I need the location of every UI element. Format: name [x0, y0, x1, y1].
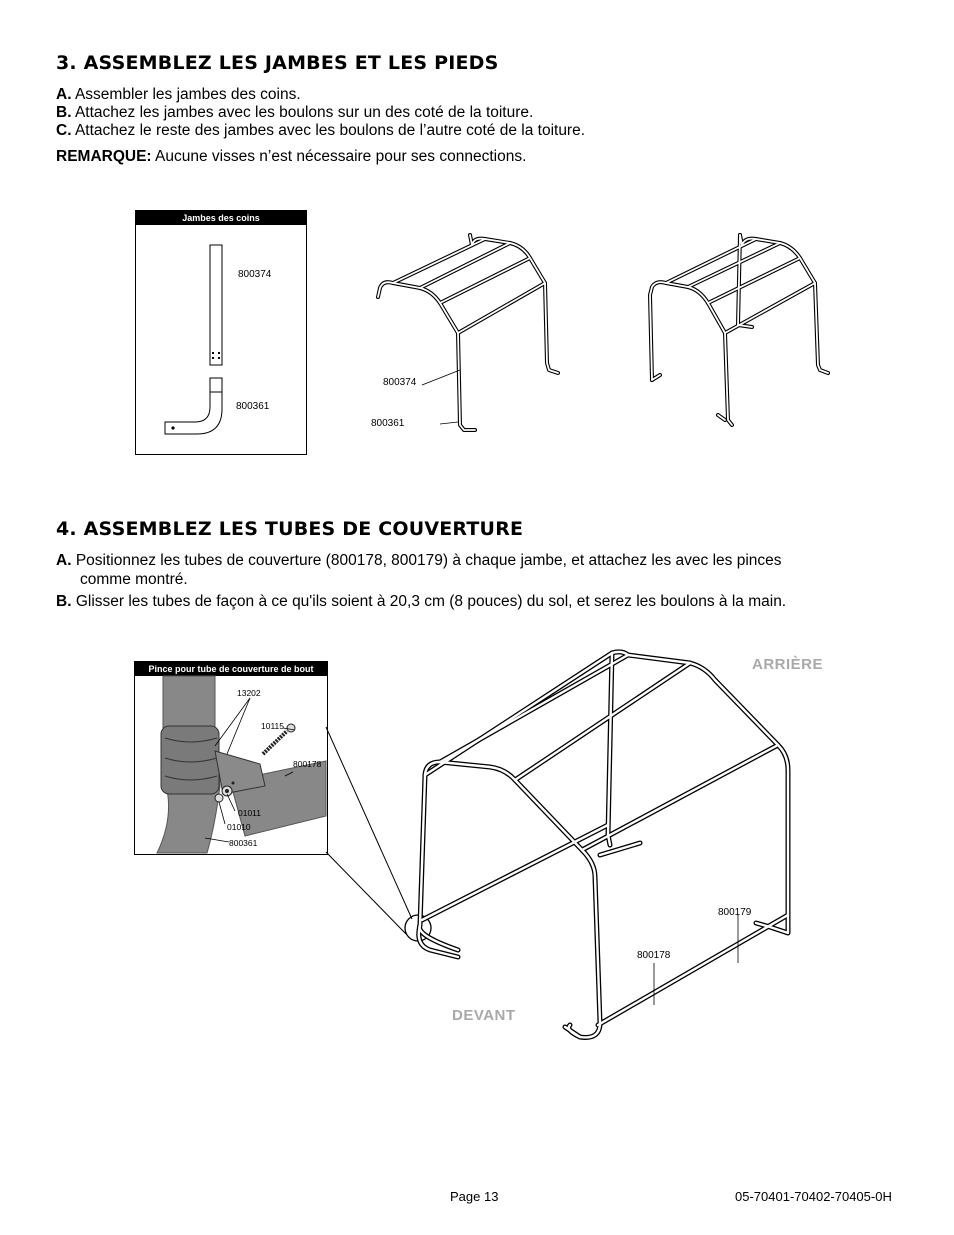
rear-tag: ARRIÈRE — [752, 656, 824, 673]
detail-label-01011: 01011 — [238, 808, 262, 818]
part-label-800374: 800374 — [238, 269, 272, 280]
detail-box-title: Pince pour tube de couverture de bout — [135, 662, 327, 676]
page-number: Page 13 — [450, 1189, 499, 1204]
front-tag: DEVANT — [452, 1007, 516, 1024]
step-4b: B. Glisser les tubes de façon à ce qu'ils soient à 20,3 cm (8 pouces) du sol, et serez les boulons à la main. — [56, 593, 787, 610]
detail-label-01010: 01010 — [227, 822, 251, 832]
step-4a: A. Positionnez les tubes de couverture (800178, 800179) à chaque jambe, et attachez les avec les pinces — [56, 552, 782, 569]
detail-label-13202: 13202 — [237, 688, 261, 698]
document-number: 05-70401-70402-70405-0H — [735, 1189, 892, 1204]
step-3c: C. Attachez le reste des jambes avec les boulons de l’autre coté de la toiture. — [56, 122, 586, 139]
step-4a-continued: comme montré. — [80, 571, 188, 588]
frame-label-800361: 800361 — [371, 418, 405, 429]
detail-label-800361: 800361 — [229, 838, 258, 848]
detail-label-800178: 800178 — [293, 759, 322, 769]
step-3a: A. Assembler les jambes des coins. — [56, 86, 301, 103]
detail-label-10115: 10115 — [261, 721, 285, 731]
parts-box-title: Jambes des coins — [136, 211, 306, 225]
step-3b: B. Attachez les jambes avec les boulons sur un des coté de la toiture. — [56, 104, 534, 121]
section-3-title: 3. ASSEMBLEZ LES JAMBES ET LES PIEDS — [56, 52, 499, 74]
section-4-title: 4. ASSEMBLEZ LES TUBES DE COUVERTURE — [56, 518, 524, 540]
frame-label-800178: 800178 — [637, 950, 671, 961]
frame-with-cover-tubes — [400, 645, 820, 1065]
note: REMARQUE: Aucune visses n’est nécessaire pour ses connections. — [56, 148, 527, 165]
part-label-800361: 800361 — [236, 401, 270, 412]
frame-label-800374: 800374 — [383, 377, 417, 388]
frame-label-800179: 800179 — [718, 907, 752, 918]
